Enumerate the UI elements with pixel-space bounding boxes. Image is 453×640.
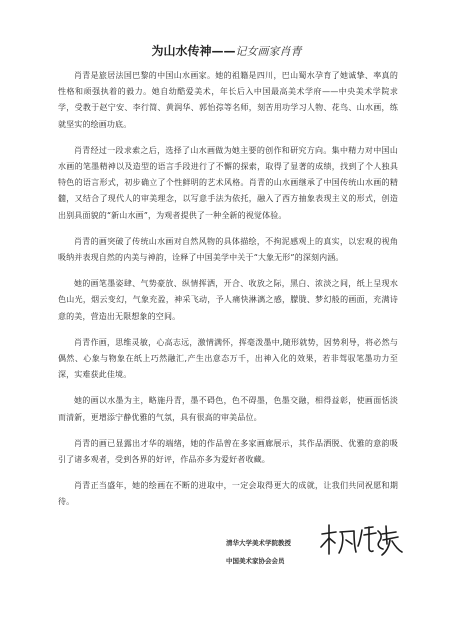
title-subtitle: 记女画家肖青 (235, 45, 302, 58)
paragraph-1: 肖青是旅居法国巴黎的中国山水画家。她的祖籍是四川，巴山蜀水孕育了她诚挚、率真的性格和顽强执着的毅力。她自幼酷爱美术，年长后入中国最高美术学府——中央美术学院求学，受教于赵宁安、李行简、黄润华、郭怡孮等名师，刻苦用功学习人物、花鸟、山水画，练就坚实的绘画功底。 (58, 71, 398, 129)
paragraph-2: 肖青经过一段求索之后，选择了山水画做为她主要的创作和研究方向。集中精力对中国山水画的笔墨精神以及造型的语言手段进行了不懈的探索，取得了显著的成绩，找到了个人独具特色的语言形式，初步确立了个性鲜明的艺术风格。肖青的山水画继承了中国传统山水画的精髓，又结合了现代人的审美理念，以写意手法为依托，融入了西方抽象表现主义的形式，创造出别具面貌的“新山水画”，为观者提供了一种全新的视觉体验。 (58, 145, 398, 220)
paragraph-4: 她的画笔墨姿肆、气势豪放、纵情挥洒，开合、收放之际，黑白、浓淡之间，纸上呈现水色山光，烟云变幻，气象充盈，神采飞动，予人痛快淋漓之感，朦胧、梦幻般的画面，充满诗意的美，营造出无限想象的空间。 (58, 279, 398, 321)
credential-line-1: 清华大学美术学院教授 (226, 539, 291, 547)
article-body (58, 68, 398, 521)
paragraph-7: 肖青的画已显露出才华的端绪，她的作品曾在多家画廊展示，其作品洒脱、优雅的意韵吸引了诸多观者，受到各界的好评，作品亦多为爱好者收藏。 (58, 438, 398, 465)
paragraph-5: 肖青作画，思维灵敏，心高志远，激情满怀，挥毫泼墨中,随形就势，因势利导，将必然与偶然、心象与物象在纸上巧然融汇,产生出意态万千，出神入化的效果，若非驾驭笔墨功力至深，实难获此佳境。 (58, 337, 398, 380)
author-credentials (226, 534, 291, 570)
credential-line-2: 中国美术家协会会员 (226, 557, 285, 565)
handwritten-signature (316, 520, 406, 560)
paragraph-8: 肖青正当盛年，她的绘画在不断的进取中，一定会取得更大的成就，让我们共同祝愿和期待。 (58, 481, 398, 507)
article-title (0, 40, 453, 59)
paragraph-6: 她的画以水墨为主，略施丹青，墨不碍色，色不碍墨，色墨交融，相得益彰，使画面恬淡而清新，更增添宁静优雅的气氛，具有很高的审美品位。 (58, 396, 398, 422)
paragraph-3: 肖青的画突破了传统山水画对自然风物的具体描绘，不拘泥感观上的真实，以宏观的视角吸纳并表现自然的内美与神韵，诠释了中国美学中关于“大象无形”的深刻内涵。 (58, 236, 398, 263)
title-main: 为山水传神—— (151, 44, 236, 58)
